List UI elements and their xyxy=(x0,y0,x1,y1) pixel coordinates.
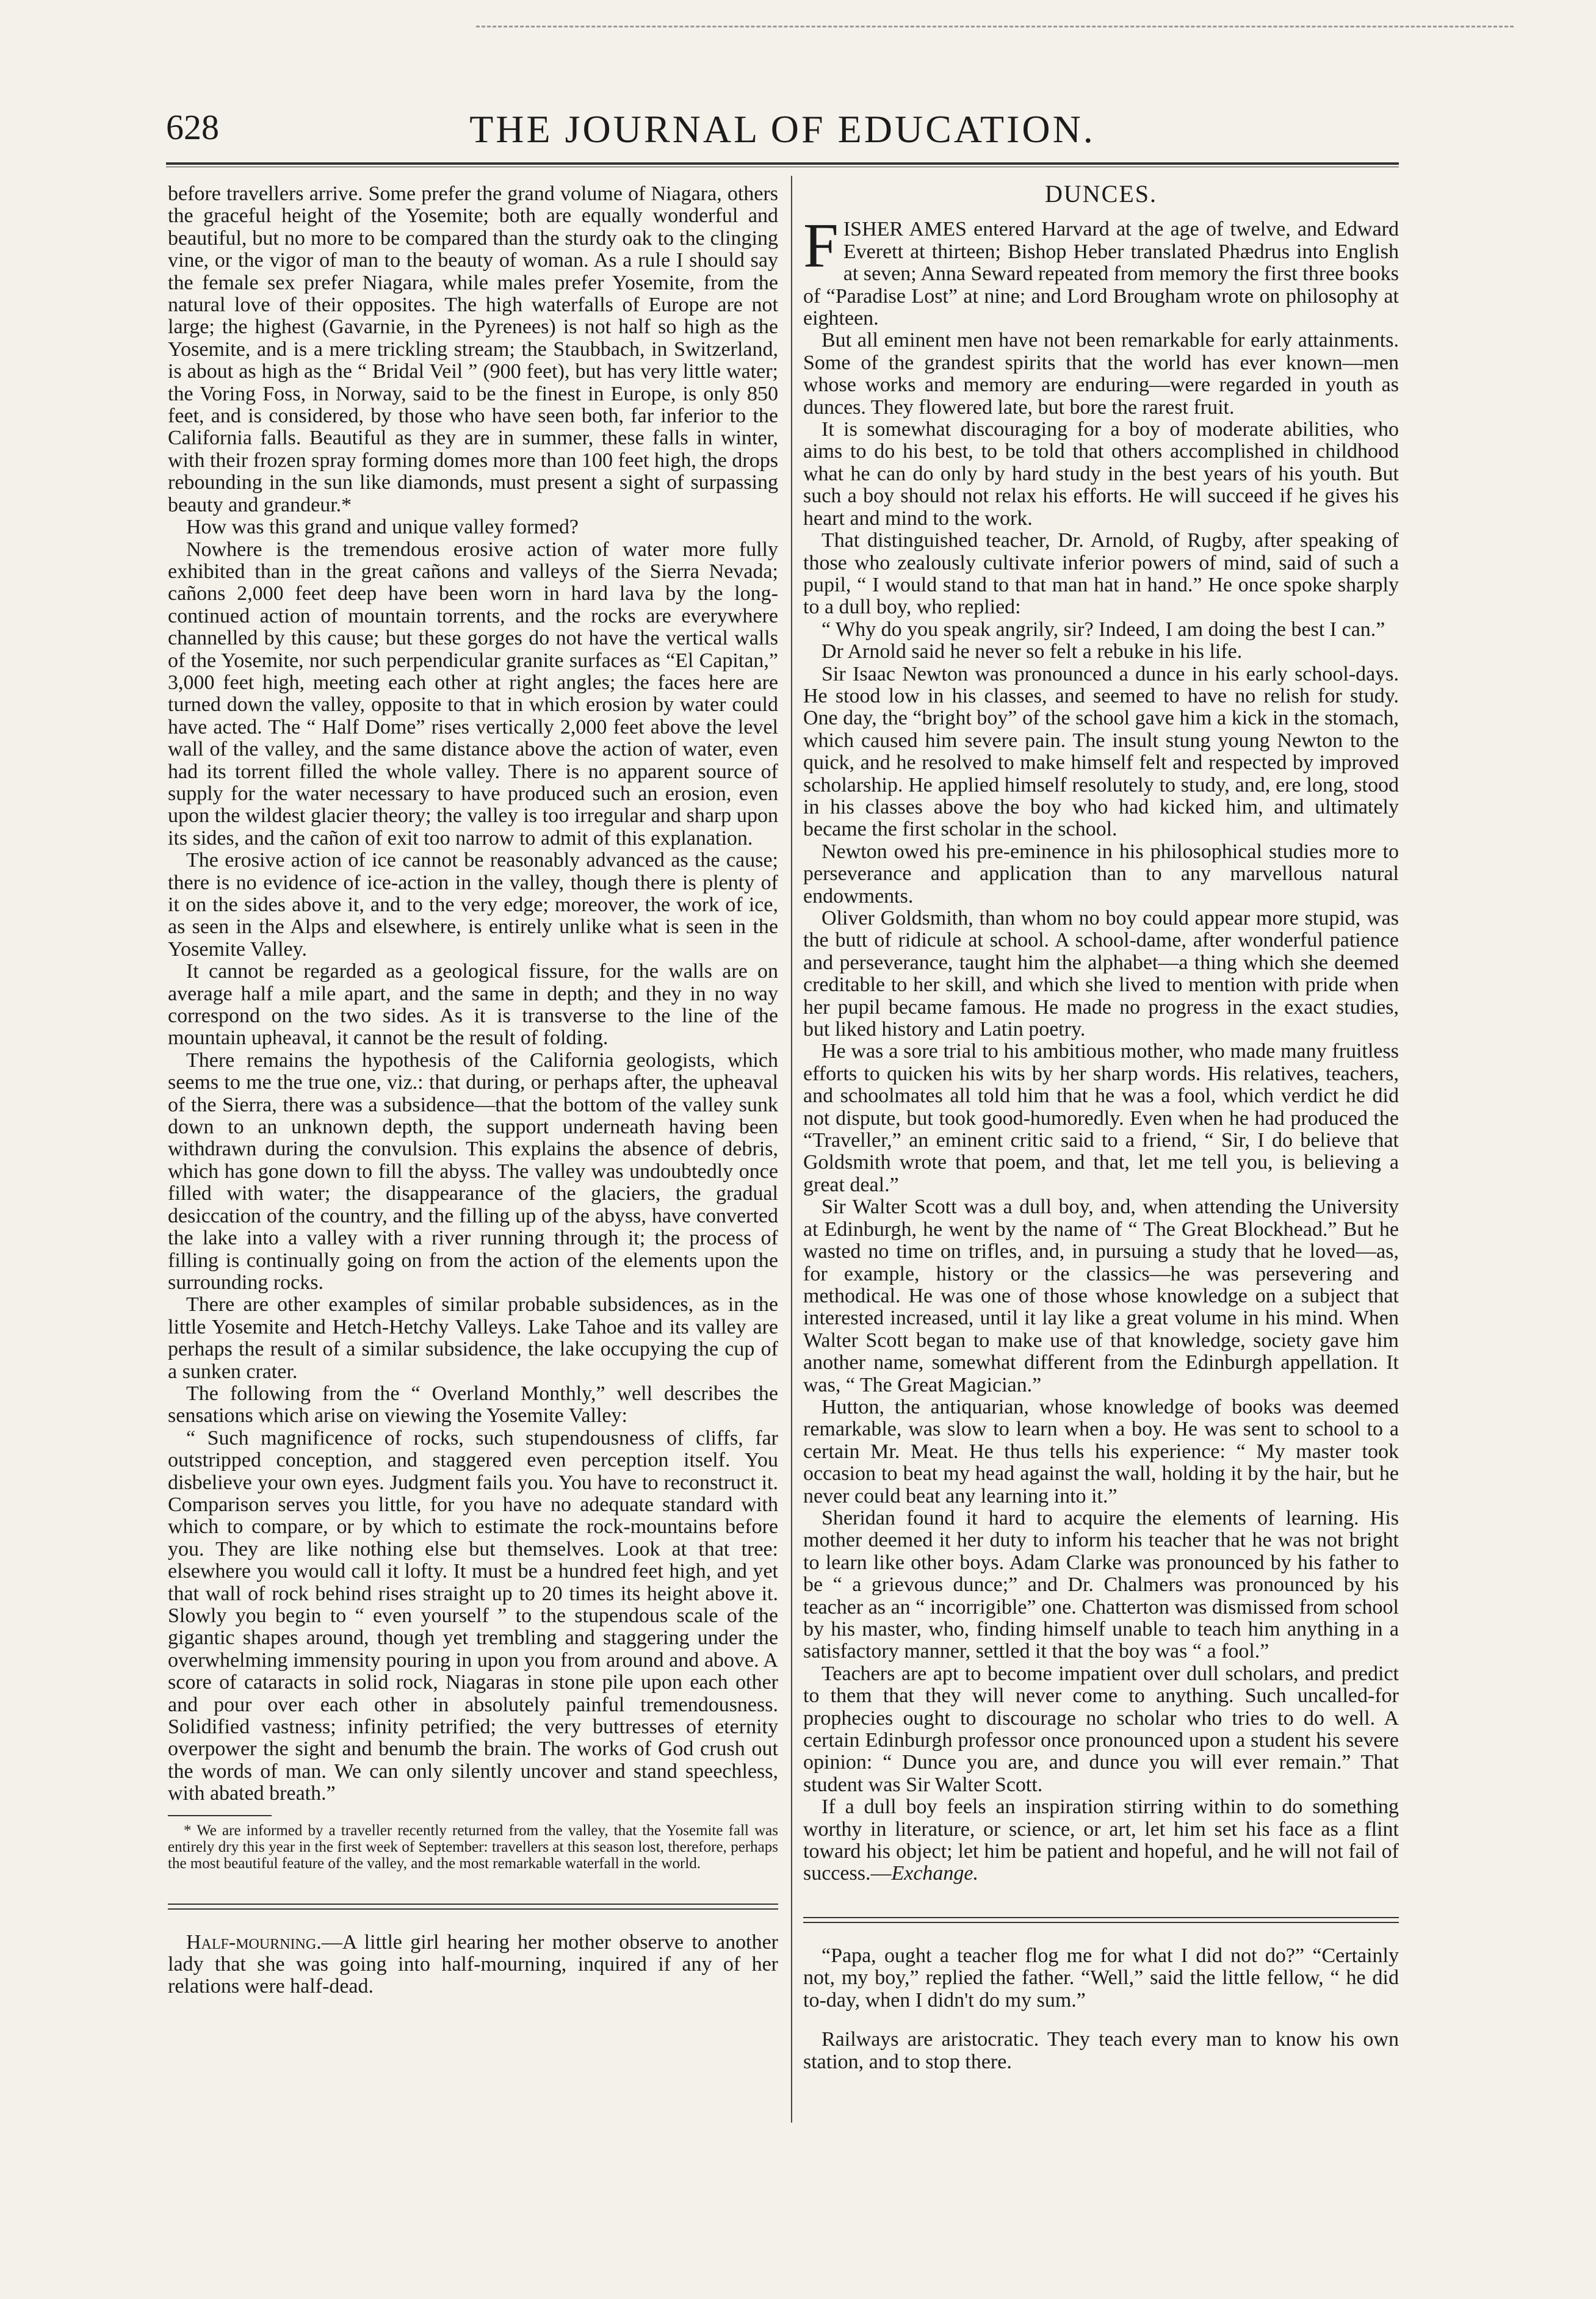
paragraph: before travellers arrive. Some prefer the grand volume of Niagara, others the graceful height of the Yosemite; both are equally wonderful and beautiful, but no more to be compared than the sturdy oak to the clinging vine, or the vigor of man to the beauty of woman. As a rule I should say the female sex prefer Niagara, while males prefer Yosemite, from the natural love of their opposites. The high waterfalls of Europe are not large; the highest (Gavarnie, in the Pyrenees) is not half so high as the Yosemite, and is a mere trickling stream; the Staubbach, in Switzerland, is about as high as the “ Bridal Veil ” (900 feet), but has very little water; the Voring Foss, in Norway, said to be the finest in Europe, is only 850 feet, and is considered, by those who have seen both, far inferior to the California falls. Beautiful as they are in summer, these falls in winter, with their frozen spray forming domes more than 100 feet high, the drops rebounding in the sun like diamonds, must present a sight of surpassing beauty and grandeur.* xyxy=(168,182,778,516)
paragraph: Teachers are apt to become impatient over dull scholars, and predict to them that they will never come to anything. Such uncalled-for prophecies ought to discourage no scholar who tries to do well. A certain Edinburgh professor once pronounced upon a student his severe opinion: “ Dunce you are, and dunce you will ever remain.” That student was Sir Walter Scott. xyxy=(803,1662,1399,1796)
paragraph: There are other examples of similar probable subsidences, as in the little Yosemite and Hetch-Hetchy Valleys. Lake Tahoe and its valley are perhaps the result of a similar subsidence, the lake occupying the cup of a sunken crater. xyxy=(168,1293,778,1383)
first-paragraph xyxy=(803,211,1399,330)
paragraph: Dr Arnold said he never so felt a rebuke in his life. xyxy=(821,640,1243,663)
half-mourning-item xyxy=(168,1932,778,1998)
paragraph: Sir Walter Scott was a dull boy, and, when attending the University at Edinburgh, he went by the name of “ The Great Blockhead.” But he wasted no time on trifles, and, in pursuing a study that he loved—as, for example, history or the classics—he was persevering and methodical. He was one of those whose knowledge on a subject that interested increased, until it lay like a great volume in his mind. When Walter Scott began to make use of that knowledge, society gave him another name, somewhat different from the Edinburgh appellation. It was, “ The Great Magician.” xyxy=(803,1196,1399,1396)
last-paragraph-text: If a dull boy feels an inspiration stirring within to do something worthy in literature, or science, or art, let him set his face as a flint toward his object; let him be patient and hopeful, and he will not fail of success.— xyxy=(803,1796,1399,1885)
paragraph: The erosive action of ice cannot be reasonably advanced as the cause; there is no evidence of ice-action in the valley, though there is plenty of it on the sides above it, and to the very edge; moreover, the work of ice, as seen in the Alps and elsewhere, is entirely unlike what is seen in the Yosemite Valley. xyxy=(168,849,778,961)
footnote-text: * We are informed by a traveller recently returned from the valley, that the Yosemite fall was entirely dry this year in the first week of September: travellers at this season lost, therefore, perhaps the most beautiful feature of the valley, and the most remarkable waterfall in the world. xyxy=(168,1822,778,1872)
paragraph: It is somewhat discouraging for a boy of moderate abilities, who aims to do his best, to be told that others accomplished in childhood what he can do only by hard study in the best years of his youth. But such a boy should not relax his efforts. He will succeed if he gives his heart and mind to the work. xyxy=(803,418,1399,530)
section-title: DUNCES. xyxy=(1044,180,1158,208)
top-dashed-rule xyxy=(476,26,1514,27)
column-divider xyxy=(791,176,792,2123)
paragraph: He was a sore trial to his ambitious mother, who made many fruitless efforts to quicken his wits by her sharp words. His relatives, teachers, and schoolmates all told him that he was a fool, which verdict he did not dispute, but took good-humoredly. Even when he had produced the “Traveller,” an eminent critic said to a friend, “ Sir, I do believe that Goldsmith wrote that poem, and that, let me tell you, is believing a great deal.” xyxy=(803,1040,1399,1196)
paragraph: Oliver Goldsmith, than whom no boy could appear more stupid, was the butt of ridicule at school. A school-dame, after wonderful patience and perseverance, taught him the alphabet—a thing which she deemed creditable to her skill, and which she lived to mention with pride when her pupil became famous. He made no progress in the exact studies, but liked history and Latin poetry. xyxy=(803,907,1399,1041)
anecdote: “Papa, ought a teacher flog me for what I did not do?” “Certainly not, my boy,” replied the father. “Well,” said the little fellow, “ he did to-day, when I didn't do my sum.” xyxy=(803,1944,1399,2012)
paragraph: It cannot be regarded as a geological fissure, for the walls are on average half a mile apart, and the same in depth; and they in no way correspond on the two sides. As it is transverse to the line of the mountain upheaval, it cannot be the result of folding. xyxy=(168,960,778,1050)
half-mourning-lead: Half-mourning. xyxy=(186,1930,322,1954)
half-mourning-text: —A little girl hearing her mother observe to another lady that she was going into half-mourning, inquired if any of her relations were half-dead. xyxy=(168,1930,778,1998)
page-header xyxy=(166,107,1399,156)
anecdote: Railways are aristocratic. They teach every man to know his own station, and to stop there. xyxy=(803,2028,1399,2073)
paragraph: “ Why do you speak angrily, sir? Indeed, I am doing the best I can.” xyxy=(821,618,1385,641)
last-paragraph xyxy=(803,1796,1399,1885)
header-rule xyxy=(166,162,1399,165)
source-credit: Exchange. xyxy=(891,1862,979,1885)
footnote xyxy=(168,1822,778,1872)
paragraph: Hutton, the antiquarian, whose knowledge of books was deemed remarkable, was slow to learn when a boy. He was sent to school to a certain Mr. Meat. He thus tells his experience: “ My master took occasion to beat my head against the wall, holding it by the hair, but he never could beat any learning into it.” xyxy=(803,1395,1399,1507)
paragraph: How was this grand and unique valley formed? xyxy=(186,516,579,539)
footnote-rule xyxy=(168,1815,272,1816)
paragraph: There remains the hypothesis of the California geologists, which seems to me the true one, viz.: that during, or perhaps after, the upheaval of the Sierra, there was a subsidence—that the bottom of the valley sunk down to an unknown depth, the support underneath having been withdrawn during the convulsion. This explains the absence of debris, which has gone down to fill the abyss. The valley was undoubtedly once filled with water; the disappearance of the glaciers, the gradual desiccation of the country, and the filling up of the abyss, have converted the lake into a valley with a river running through it; the process of filling is continually going on from the action of the elements upon the surrounding rocks. xyxy=(168,1048,778,1294)
paragraph: Sir Isaac Newton was pronounced a dunce in his early school-days. He stood low in his classes, and seemed to have no relish for study. One day, the “bright boy” of the school gave him a kick in the stomach, which caused him severe pain. The insult stung young Newton to the quick, and he resolved to make himself felt and respected by improved scholarship. He applied himself resolutely to study, and, ere long, stood in his classes above the boy who had kicked him, and ultimately became the first scholar in the school. xyxy=(803,662,1399,841)
first-paragraph-text: ISHER AMES entered Harvard at the age of twelve, and Edward Everett at thirteen; Bishop Heber translated Phædrus into English at seven; Anna Seward repeated from memory the first three books of “Paradise Lost” at nine; and Lord Brougham wrote on philosophy at eighteen. xyxy=(803,218,1399,330)
paragraph: Sheridan found it hard to acquire the elements of learning. His mother deemed it her duty to inform his teacher that he was not bright to learn like other boys. Adam Clarke was pronounced by his father to be “ a grievous dunce;” and Dr. Chalmers was pronounced by his teacher as an “ incorrigible” one. Chatterton was dismissed from school by his master, who, finding himself unable to teach him anything in a satisfactory manner, settled it that the boy was “ a fool.” xyxy=(803,1506,1399,1663)
paragraph: That distinguished teacher, Dr. Arnold, of Rugby, after speaking of those who zealously cultivate inferior powers of mind, said of such a pupil, “ I would stand to that man hat in hand.” He once spoke sharply to a dull boy, who replied: xyxy=(803,529,1399,619)
page-number: 628 xyxy=(166,107,219,147)
section-divider xyxy=(803,1917,1399,1923)
drop-cap: F xyxy=(803,211,839,281)
paragraph: But all eminent men have not been remarkable for early attainments. Some of the grandest spirits that the world has ever known—men whose works and memory are enduring—were regarded in youth as dunces. They flowered late, but bore the rarest fruit. xyxy=(803,329,1399,419)
paragraph: Nowhere is the tremendous erosive action of water more fully exhibited than in the great cañons and valleys of the Sierra Nevada; cañons 2,000 feet deep have been worn in hard lava by the long-continued action of mountain torrents, and the rocks are everywhere channelled by this cause; but these gorges do not have the vertical walls of the Yosemite, nor such perpendicular granite surfaces as “El Capitan,” 3,000 feet high, meeting each other at right angles; the faces here are turned down the valley, opposite to that in which erosion by water could have acted. The “ Half Dome” rises vertically 2,000 feet above the level wall of the valley, and the same distance above the action of water, even had its torrent filled the whole valley. There is no apparent source of supply for the water necessary to have produced such an erosion, even upon the wildest glacier theory; the valley is too irregular and sharp upon its sides, and the cañon of exit too narrow to admit of this explanation. xyxy=(168,538,778,850)
paragraph: “ Such magnificence of rocks, such stupendousness of cliffs, far outstripped conception, and staggered even perception itself. You disbelieve your own eyes. Judgment fails you. You have to reconstruct it. Comparison serves you little, for you have no adequate standard with which to compare, or by which to estimate the rock-mountains before you. They are like nothing else but themselves. Look at that tree: elsewhere you would call it lofty. It must be a hundred feet high, and yet that wall of rock behind rises straight up to 20 times its height above it. Slowly you begin to “ even yourself ” to the stupendous scale of the gigantic shapes around, though yet trembling and staggering under the overwhelming immensity pouring in upon you from around and above. A score of cataracts in solid rock, Niagaras in stone pile upon each other and pour over each other in absolutely painful tremendousness. Solidified vastness; infinity petrified; the very buttresses of eternity overpower the sight and benumb the brain. The works of God crush out the words of man. We can only silently uncover and stand speechless, with abated breath.” xyxy=(168,1426,778,1805)
left-column xyxy=(168,183,778,1998)
journal-title: THE JOURNAL OF EDUCATION. xyxy=(469,107,1096,151)
paragraph: The following from the “ Overland Monthly,” well describes the sensations which arise on viewing the Yosemite Valley: xyxy=(168,1382,778,1427)
right-column xyxy=(803,180,1399,2073)
section-divider xyxy=(168,1904,778,1910)
paragraph: Newton owed his pre-eminence in his philosophical studies more to perseverance and application than to any marvellous natural endowments. xyxy=(803,840,1399,908)
